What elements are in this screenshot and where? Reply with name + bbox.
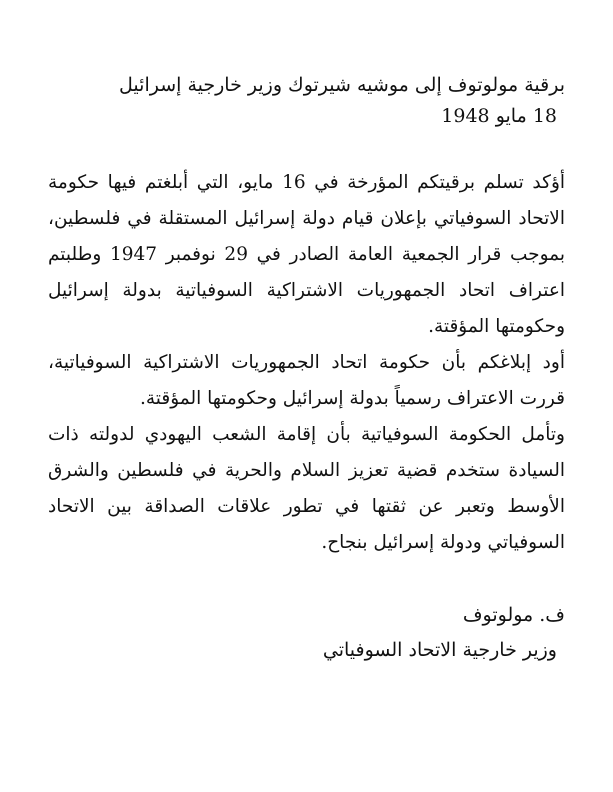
letter-header: [48, 70, 565, 132]
signature-block: [48, 598, 565, 668]
letter-date: 18 مايو 1948: [441, 105, 557, 127]
body-paragraph-2: أود إبلاغكم بأن حكومة اتحاد الجمهوريات الاشتراكية السوفياتية، قررت الاعتراف رسمياً بدولة إسرائيل وحكومتها المؤقتة.: [48, 352, 565, 409]
body-paragraph-3: وتأمل الحكومة السوفياتية بأن إقامة الشعب اليهودي لدولته ذات السيادة ستخدم قضية تعزيز السلام والحرية في فلسطين والشرق الأوسط وتعبر عن ثقتها في تطور علاقات الصداقة بين الاتحاد السوفياتي ودولة إسرائيل بنجاح.: [48, 424, 565, 553]
letter-body: [48, 165, 565, 561]
letter-heading: برقية مولوتوف إلى موشيه شيرتوك وزير خارجية إسرائيل: [119, 74, 565, 96]
letter-document: [48, 70, 565, 668]
signature-title: وزير خارجية الاتحاد السوفياتي: [322, 639, 557, 661]
body-paragraph-1: أؤكد تسلم برقيتكم المؤرخة في 16 مايو، التي أبلغتم فيها حكومة الاتحاد السوفياتي بإعلان قيام دولة إسرائيل المستقلة في فلسطين، بموجب قرار الجمعية العامة الصادر في 29 نوفمبر 1947 وطلبتم اعتراف اتحاد الجمهوريات الاشتراكية السوفياتية بدولة إسرائيل وحكومتها المؤقتة.: [48, 172, 566, 337]
signature-name: ف. مولوتوف: [462, 604, 565, 626]
